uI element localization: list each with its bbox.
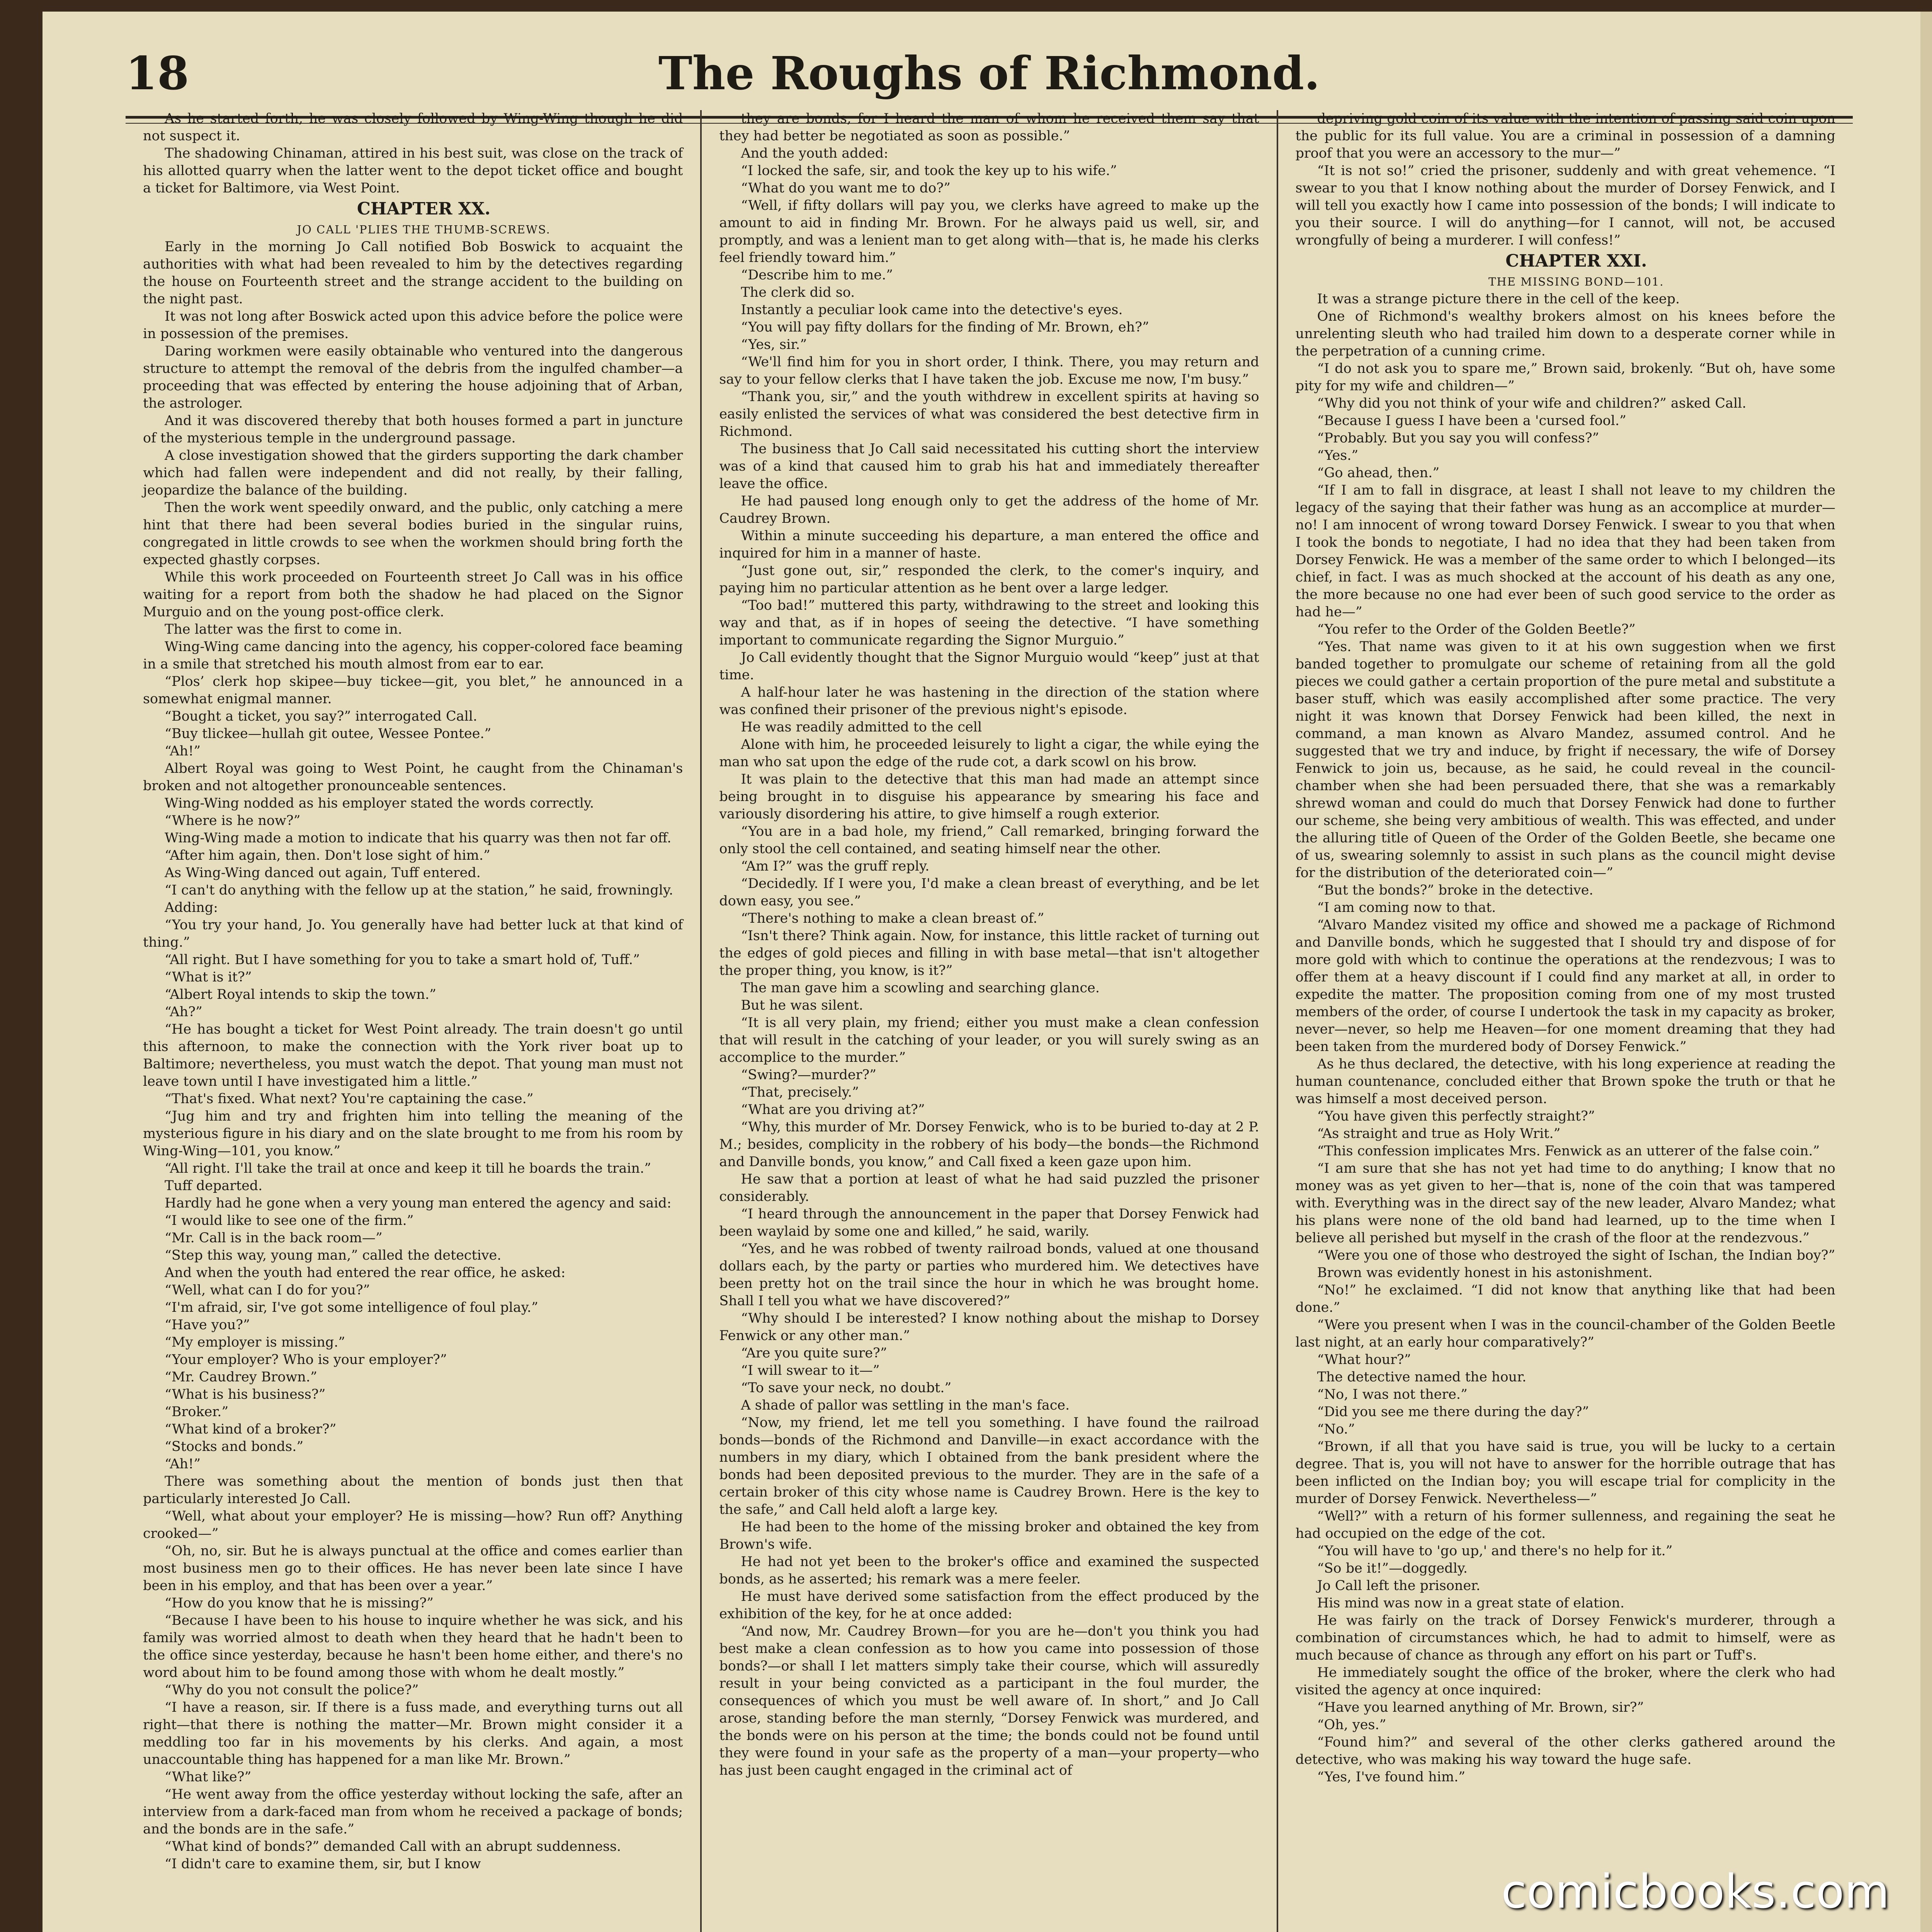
paragraph: “Well, what about your employer? He is missing—how? Run off? Anything crooked—” xyxy=(143,1509,683,1541)
paragraph: The shadowing Chinaman, attired in his best suit, was close on the track of his allotted quarry when the latter went to the depot ticket office and bought a ticket for Baltimore, via West Point. xyxy=(143,146,683,196)
paragraph: “Found him?” and several of the other clerks gathered around the detective, who was making his way toward the huge safe. xyxy=(1295,1735,1835,1767)
paragraph: “What hour?” xyxy=(1317,1352,1411,1367)
text-columns xyxy=(126,110,1853,1932)
paragraph: “Yes, and he was robbed of twenty railroad bonds, valued at one thousand dollars each, by the party or parties who murdered him. We detectives have been pretty hot on the trail since the hour in which he was brought home. Shall I tell you what we have discovered?” xyxy=(719,1241,1259,1309)
paragraph: “Why, this murder of Mr. Dorsey Fenwick, who is to be buried to-day at 2 P. M.; besides, complicity in the robbery of his body—the bonds—the Richmond and Danville bonds, you know,” and Call fixed a keen gaze upon him. xyxy=(719,1119,1259,1170)
paragraph: “What are you driving at?” xyxy=(741,1102,925,1117)
paragraph: “Just gone out, sir,” responded the clerk, to the comer's inquiry, and paying him no particular attention as he bent over a large ledger. xyxy=(719,563,1259,596)
paragraph: While this work proceeded on Fourteenth street Jo Call was in his office waiting for a report from both the shadow he had placed on the Signor Murguio and on the young post-office clerk. xyxy=(143,570,683,620)
paragraph: “I would like to see one of the firm.” xyxy=(165,1213,414,1228)
paragraph: “Go ahead, then.” xyxy=(1317,465,1440,481)
paragraph: “Mr. Caudrey Brown.” xyxy=(165,1369,317,1385)
paragraph: He was fairly on the track of Dorsey Fenwick's murderer, through a combination of circumstances which, he had to admit to himself, were as much because of chance as through any effort on his part or Tuff's. xyxy=(1295,1613,1835,1663)
paragraph: “That's fixed. What next? You're captaining the case.” xyxy=(165,1091,534,1107)
paragraph: The detective named the hour. xyxy=(1317,1369,1527,1385)
paragraph: He had been to the home of the missing broker and obtained the key from Brown's wife. xyxy=(719,1519,1259,1552)
paragraph: “What is it?” xyxy=(165,969,252,985)
paragraph: “It is all very plain, my friend; either you must make a clean confession that will result in the catching of your leader, or you will surely swing as an accomplice to the murder.” xyxy=(719,1015,1259,1065)
paragraph: “Mr. Call is in the back room—” xyxy=(165,1230,383,1246)
paragraph: Alone with him, he proceeded leisurely to light a cigar, the while eying the man who sat upon the edge of the rude cot, a dark scowl on his brow. xyxy=(719,737,1259,770)
paragraph: depriving gold coin of its value with the intention of passing said coin upon the public for its full value. You are a criminal in possession of a damning proof that you were an accessory to the mur—” xyxy=(1295,111,1835,161)
paragraph: “Why did you not think of your wife and children?” asked Call. xyxy=(1317,396,1747,411)
paragraph: “If I am to fall in disgrace, at least I shall not leave to my children the legacy of the saying that their father was hung as an accomplice at murder—no! I am innocent of wrong toward Dorsey Fenwick. I swear to you that when I took the bonds to negotiate, I had no idea that they had been taken from Dorsey Fenwick. He was a member of the same order to which I belonged—its chief, in fact. I was as much shocked at the account of his death as any one, the more because no one had ever been of such good service to the order as had he—” xyxy=(1295,483,1835,620)
paragraph: “You will have to 'go up,' and there's no help for it.” xyxy=(1317,1543,1673,1559)
paragraph: There was something about the mention of bonds just then that particularly interested Jo Call. xyxy=(143,1474,683,1507)
paragraph: “We'll find him for you in short order, I think. There, you may return and say to your fellow clerks that I have taken the job. Excuse me now, I'm busy.” xyxy=(719,354,1259,387)
newspaper-page xyxy=(43,12,1932,1932)
chapter-subtitle: JO CALL 'PLIES THE THUMB-SCREWS. xyxy=(297,223,551,236)
paragraph: “So be it!”—doggedly. xyxy=(1317,1561,1468,1576)
paragraph: But he was silent. xyxy=(741,998,863,1013)
paragraph: “What kind of a broker?” xyxy=(165,1422,337,1437)
paragraph: “I am coming now to that. xyxy=(1317,900,1496,915)
paragraph: “Now, my friend, let me tell you something. I have found the railroad bonds—bonds of the Richmond and Danville—in exact accordance with the numbers in my diary, which I obtained from the bank president where the bonds had been deposited previous to the murder. They are in the safe of a certain broker of this city whose name is Caudrey Brown. Here is the key to the safe,” and Call held aloft a large key. xyxy=(719,1415,1259,1517)
paragraph: Daring workmen were easily obtainable who ventured into the dangerous structure to attempt the removal of the debris from the ingulfed chamber—a proceeding that was effected by entering the house adjoining that of Arban, the astrologer. xyxy=(143,344,683,411)
paragraph: He must have derived some satisfaction from the effect produced by the exhibition of the key, for he at once added: xyxy=(719,1589,1259,1622)
paragraph: “Thank you, sir,” and the youth withdrew in excellent spirits at having so easily enlisted the services of what was considered the best detective firm in Richmond. xyxy=(719,389,1259,439)
paragraph: “Well, what can I do for you?” xyxy=(165,1282,370,1298)
paragraph: As he started forth, he was closely followed by Wing-Wing though he did not suspect it. xyxy=(143,111,683,144)
paragraph: “Am I?” was the gruff reply. xyxy=(741,859,930,874)
paragraph: Then the work went speedily onward, and the public, only catching a mere hint that there had been several bodies buried in the singular ruins, congregated in little crowds to see when the workmen should bring forth the expected ghastly corpses. xyxy=(143,500,683,568)
paragraph: “I have a reason, sir. If there is a fuss made, and everything turns out all right—that there is nothing the matter—Mr. Brown might consider it a meddling too far in his movements by his clerks. And again, a most unaccountable thing has happened for a man like Mr. Brown.” xyxy=(143,1700,683,1767)
paragraph: “Why do you not consult the police?” xyxy=(165,1682,419,1698)
paragraph: “I am sure that she has not yet had time to do anything; I know that no money was as yet given to her—that is, none of the coin that was tampered with. Everything was in the direct say of the new leader, Alvaro Mandez; what his plans were none of the old band had learned, up to the time when I believe all perished but myself in the crash of the floor at the rendezvous.” xyxy=(1295,1161,1835,1246)
paragraph: “Yes, I've found him.” xyxy=(1317,1769,1466,1785)
paragraph: Jo Call evidently thought that the Signor Murguio would “keep” just at that time. xyxy=(719,650,1259,683)
paragraph: The clerk did so. xyxy=(741,285,855,300)
paragraph: “No!” he exclaimed. “I did not know that anything like that had been done.” xyxy=(1295,1282,1835,1315)
paragraph: Jo Call left the prisoner. xyxy=(1317,1578,1481,1594)
paragraph: “How do you know that he is missing?” xyxy=(165,1595,434,1611)
paragraph: “Brown, if all that you have said is true, you will be lucky to a certain degree. That is, you will not have to answer for the horrible outrage that has been inflicted on the Indian boy; you will escape trial for complicity in the murder of Dorsey Fenwick. Nevertheless—” xyxy=(1295,1439,1835,1507)
paragraph: Albert Royal was going to West Point, he caught from the Chinaman's broken and not altogether pronounceable sentences. xyxy=(143,761,683,794)
paragraph: He saw that a portion at least of what he had said puzzled the prisoner considerably. xyxy=(719,1172,1259,1204)
paragraph: “What kind of bonds?” demanded Call with an abrupt suddenness. xyxy=(165,1839,621,1854)
paragraph: “To save your neck, no doubt.” xyxy=(741,1380,952,1396)
chapter-heading: CHAPTER XXI. xyxy=(1505,251,1647,271)
paragraph: Adding: xyxy=(165,900,218,915)
paragraph: “I do not ask you to spare me,” Brown said, brokenly. “But oh, have some pity for my wife and children—” xyxy=(1295,361,1835,394)
paragraph: “Because I have been to his house to inquire whether he was sick, and his family was worried almost to death when they heard that he hadn't been to the office since yesterday, because he hasn't been home either, and there's no word about him to be found among those with whom he dealt mostly.” xyxy=(143,1613,683,1680)
chapter-subtitle: THE MISSING BOND—101. xyxy=(1488,275,1664,288)
paragraph: Wing-Wing came dancing into the agency, his copper-colored face beaming in a smile that stretched his mouth almost from ear to ear. xyxy=(143,639,683,672)
paragraph: Wing-Wing nodded as his employer stated the words correctly. xyxy=(165,796,594,811)
paragraph: He had paused long enough only to get the address of the home of Mr. Caudrey Brown. xyxy=(719,493,1259,526)
paragraph: “Were you present when I was in the council-chamber of the Golden Beetle last night, at an early hour comparatively?” xyxy=(1295,1317,1835,1350)
paragraph: “Isn't there? Think again. Now, for instance, this little racket of turning out the edges of gold pieces and filling in with base metal—that isn't altogether the proper thing, you know, is it?” xyxy=(719,928,1259,978)
paragraph: “Ah?” xyxy=(165,1004,202,1020)
paragraph: “He went away from the office yesterday without locking the safe, after an interview from a dark-faced man from whom he received a package of bonds; and the bonds are in the safe.” xyxy=(143,1787,683,1837)
paragraph: “Swing?—murder?” xyxy=(741,1067,877,1083)
paragraph: “Why should I be interested? I know nothing about the mishap to Dorsey Fenwick or any other man.” xyxy=(719,1311,1259,1344)
paragraph: “Have you?” xyxy=(165,1317,250,1333)
paragraph: As Wing-Wing danced out again, Tuff entered. xyxy=(165,865,481,881)
paragraph: they are bonds, for I heard the man of whom he received them say that they had better be negotiated as soon as possible.” xyxy=(719,111,1259,144)
paragraph: Hardly had he gone when a very young man entered the agency and said: xyxy=(165,1196,672,1211)
paragraph: “Buy tlickee—hullah git outee, Wessee Pontee.” xyxy=(165,726,492,742)
paragraph: A half-hour later he was hastening in the direction of the station where was confined their prisoner of the previous night's episode. xyxy=(719,685,1259,718)
paragraph: “Bought a ticket, you say?” interrogated Call. xyxy=(165,709,478,724)
paragraph: “There's nothing to make a clean breast of.” xyxy=(741,911,1044,926)
paragraph: He had not yet been to the broker's office and examined the suspected bonds, as he asserted; his remark was a mere feeler. xyxy=(719,1554,1259,1587)
paragraph: One of Richmond's wealthy brokers almost on his knees before the unrelenting sleuth who had trailed him down to a desperate corner while in the perpetration of a cunning crime. xyxy=(1295,309,1835,359)
paragraph: “Have you learned anything of Mr. Brown, sir?” xyxy=(1317,1700,1644,1715)
paragraph: “Did you see me there during the day?” xyxy=(1317,1404,1589,1420)
paragraph: “He has bought a ticket for West Point already. The train doesn't go until this afternoon, to make the connection with the York river boat up to Baltimore; nevertheless, you must watch the depot. That young man must not leave town until I have investigated him a little.” xyxy=(143,1022,683,1089)
paragraph: A shade of pallor was settling in the man's face. xyxy=(741,1398,1070,1413)
paragraph: “You refer to the Order of the Golden Beetle?” xyxy=(1317,622,1636,637)
paragraph: “What do you want me to do?” xyxy=(741,180,951,196)
paragraph: “As straight and true as Holy Writ.” xyxy=(1317,1126,1561,1141)
paragraph: It was plain to the detective that this man had made an attempt since being brought in to disguise his appearance by smearing his face and variously disordering his attire, to give himself a rough exterior. xyxy=(719,772,1259,822)
paragraph: “Yes.” xyxy=(1317,448,1359,463)
paragraph: “Too bad!” muttered this party, withdrawing to the street and looking this way and that, as if in hopes of seeing the detective. “I have something important to communicate regarding the Signor Murguio.” xyxy=(719,598,1259,648)
paragraph: “What like?” xyxy=(165,1769,252,1785)
paragraph: Tuff departed. xyxy=(165,1178,263,1194)
paragraph: “This confession implicates Mrs. Fenwick as an utterer of the false coin.” xyxy=(1317,1143,1820,1159)
page-number: 18 xyxy=(126,46,189,100)
paragraph: “Because I guess I have been a 'cursed fool.” xyxy=(1317,413,1626,429)
paragraph: “Broker.” xyxy=(165,1404,229,1420)
paragraph: Brown was evidently honest in his astonishment. xyxy=(1317,1265,1653,1281)
paragraph: Wing-Wing made a motion to indicate that his quarry was then not far off. xyxy=(165,830,672,846)
paragraph: “Where is he now?” xyxy=(165,813,301,828)
paragraph: “I didn't care to examine them, sir, but I know xyxy=(165,1856,481,1872)
paragraph: “No.” xyxy=(1317,1422,1355,1437)
paragraph: “It is not so!” cried the prisoner, suddenly and with great vehemence. “I swear to you that I know nothing about the murder of Dorsey Fenwick, and I will tell you exactly how I came into possession of the bonds; I will indicate to you their source. I will do anything—for I cannot, will not, be accused wrongfully of being a murderer. I will confess!” xyxy=(1295,163,1835,248)
paragraph: “That, precisely.” xyxy=(741,1085,859,1100)
paragraph: “Your employer? Who is your employer?” xyxy=(165,1352,447,1367)
paragraph: “Oh, yes.” xyxy=(1317,1717,1386,1733)
paragraph: “Stocks and bonds.” xyxy=(165,1439,304,1454)
paragraph: The business that Jo Call said necessitated his cutting short the interview was of a kind that caused him to grab his hat and immediately thereafter leave the office. xyxy=(719,441,1259,492)
paragraph: “No, I was not there.” xyxy=(1317,1387,1468,1402)
page-title: The Roughs of Richmond. xyxy=(658,46,1320,100)
paragraph: “My employer is missing.” xyxy=(165,1335,345,1350)
column-2 xyxy=(700,110,1276,1932)
paragraph: “You are in a bad hole, my friend,” Call remarked, bringing forward the only stool the cell contained, and seating himself near the other. xyxy=(719,824,1259,857)
paragraph: “Ah!” xyxy=(165,1456,201,1472)
paragraph: Early in the morning Jo Call notified Bob Boswick to acquaint the authorities with what had been revealed to him by the detectives regarding the house on Fourteenth street and the strange accident to the building on the night past. xyxy=(143,239,683,307)
paragraph: “I can't do anything with the fellow up at the station,” he said, frowningly. xyxy=(165,883,673,898)
paragraph: As he thus declared, the detective, with his long experience at reading the human countenance, concluded either that Brown spoke the truth or that he was himself a most deceived person. xyxy=(1295,1056,1835,1107)
paragraph: “What is his business?” xyxy=(165,1387,326,1402)
paragraph: And the youth added: xyxy=(741,146,888,161)
paragraph: “I heard through the announcement in the paper that Dorsey Fenwick had been waylaid by some one and killed,” he said, warily. xyxy=(719,1206,1259,1239)
chapter-heading: CHAPTER XX. xyxy=(357,199,491,219)
paragraph: “Jug him and try and frighten him into telling the meaning of the mysterious figure in his diary and on the slate brought to me from his room by Wing-Wing—101, you know.” xyxy=(143,1109,683,1159)
column-1 xyxy=(126,110,700,1932)
paragraph: “Ah!” xyxy=(165,743,201,759)
paragraph: A close investigation showed that the girders supporting the dark chamber which had fallen were independent and did not really, by their falling, jeopardize the balance of the building. xyxy=(143,448,683,498)
page-header xyxy=(43,39,1932,116)
paragraph: “Well?” with a return of his former sullenness, and regaining the seat he had occupied on the edge of the cot. xyxy=(1295,1509,1835,1541)
paragraph: He was readily admitted to the cell xyxy=(741,719,982,735)
paragraph: “Are you quite sure?” xyxy=(741,1345,887,1361)
paragraph: “Describe him to me.” xyxy=(741,267,893,283)
paragraph: “And now, Mr. Caudrey Brown—for you are he—don't you think you had best make a clean confession as to how you came into possession of those bonds?—or shall I let matters simply take their course, which will assuredly result in your being convicted as a participant in the foul murder, the consequences of which you must be well aware of. In short,” and Jo Call arose, standing before the man sternly, “Dorsey Fenwick was murdered, and the bonds were on his person at the time; the bonds could not be found until they were found in your safe as the property of a man—your property—who has just been caught engaged in the criminal act of xyxy=(719,1624,1259,1778)
watermark: comicbooks.com xyxy=(1501,1865,1889,1919)
paragraph: It was a strange picture there in the cell of the keep. xyxy=(1317,291,1680,307)
column-3 xyxy=(1277,110,1853,1932)
paragraph: “But the bonds?” broke in the detective. xyxy=(1317,883,1594,898)
paragraph: “Were you one of those who destroyed the sight of Ischan, the Indian boy?” xyxy=(1317,1248,1835,1263)
paragraph: His mind was now in a great state of elation. xyxy=(1317,1595,1625,1611)
paragraph: “All right. I'll take the trail at once and keep it till he boards the train.” xyxy=(165,1161,651,1176)
paragraph: “You will pay fifty dollars for the finding of Mr. Brown, eh?” xyxy=(741,320,1149,335)
paragraph: Within a minute succeeding his departure, a man entered the office and inquired for him in a manner of haste. xyxy=(719,528,1259,561)
paragraph: It was not long after Boswick acted upon this advice before the police were in possession of the premises. xyxy=(143,309,683,342)
paragraph: The latter was the first to come in. xyxy=(165,622,402,637)
paragraph: “Decidedly. If I were you, I'd make a clean breast of everything, and be let down easy, you see.” xyxy=(719,876,1259,909)
paragraph: “Alvaro Mandez visited my office and showed me a package of Richmond and Danville bonds, which he suggested that I should try and dispose of for more gold with which to continue the operations at the rendezvous; I was to offer them at a heavy discount if I could find any market at all, in order to expedite the matter. The proposition coming from one of my most trusted members of the order, of course I undertook the task in my capacity as broker, never—never, so help me Heaven—for one moment dreaming that they had been taken from the murdered body of Dorsey Fenwick.” xyxy=(1295,917,1835,1054)
paragraph: “Yes, sir.” xyxy=(741,337,807,352)
paragraph: “Yes. That name was given to it at his own suggestion when we first banded together to promulgate our scheme of retaining from all the gold pieces we could gather a certain proportion of the pure metal and substitute a baser stuff, which was easily accomplished after some practice. The very night it was known that Dorsey Fenwick had been killed, the next in command, a man known as Alvaro Mandez, assumed control. And he suggested that we try and induce, by fright if necessary, the wife of Dorsey Fenwick to join us, because, as he said, he could reveal in the council-chamber when she had been persuaded there, that she was a remarkably shrewd woman and could do much that Dorsey Fenwick had done to further our scheme, she being very ambitious of wealth. This was effected, and under the alluring title of Queen of the Order of the Golden Beetle, she became one of us, swearing solemnly to assist in such plans as the council might devise for the distribution of the deteriorated coin—” xyxy=(1295,639,1835,881)
paragraph: “I locked the safe, sir, and took the key up to his wife.” xyxy=(741,163,1117,179)
paragraph: “You have given this perfectly straight?” xyxy=(1317,1109,1595,1124)
paragraph: “Oh, no, sir. But he is always punctual at the office and comes earlier than most business men go to their offices. He has never been late since I have been in his employ, and that has been over a year.” xyxy=(143,1543,683,1594)
paragraph: “All right. But I have something for you to take a smart hold of, Tuff.” xyxy=(165,952,640,968)
paragraph: And it was discovered thereby that both houses formed a part in juncture of the mysterious temple in the underground passage. xyxy=(143,413,683,446)
paragraph: “You try your hand, Jo. You generally have had better luck at that kind of thing.” xyxy=(143,917,683,950)
paragraph: “Probably. But you say you will confess?” xyxy=(1317,430,1599,446)
paragraph: “I will swear to it—” xyxy=(741,1363,880,1378)
paragraph: He immediately sought the office of the broker, where the clerk who had visited the agency at once inquired: xyxy=(1295,1665,1835,1698)
paragraph: Instantly a peculiar look came into the detective's eyes. xyxy=(741,302,1123,318)
paragraph: “Well, if fifty dollars will pay you, we clerks have agreed to make up the amount to aid in finding Mr. Brown. For he always paid us well, sir, and promptly, and was a lenient man to get along with—that is, he made his clerks feel friendly toward him.” xyxy=(719,198,1259,265)
paragraph: The man gave him a scowling and searching glance. xyxy=(741,980,1100,996)
paragraph: “Plos’ clerk hop skipee—buy tickee—git, you blet,” he announced in a somewhat enigmal manner. xyxy=(143,674,683,707)
paragraph: “Step this way, young man,” called the detective. xyxy=(165,1248,502,1263)
paragraph: And when the youth had entered the rear office, he asked: xyxy=(165,1265,566,1281)
paragraph: “I'm afraid, sir, I've got some intelligence of foul play.” xyxy=(165,1300,538,1315)
paragraph: “Albert Royal intends to skip the town.” xyxy=(165,987,437,1002)
paragraph: “After him again, then. Don't lose sight of him.” xyxy=(165,848,490,863)
